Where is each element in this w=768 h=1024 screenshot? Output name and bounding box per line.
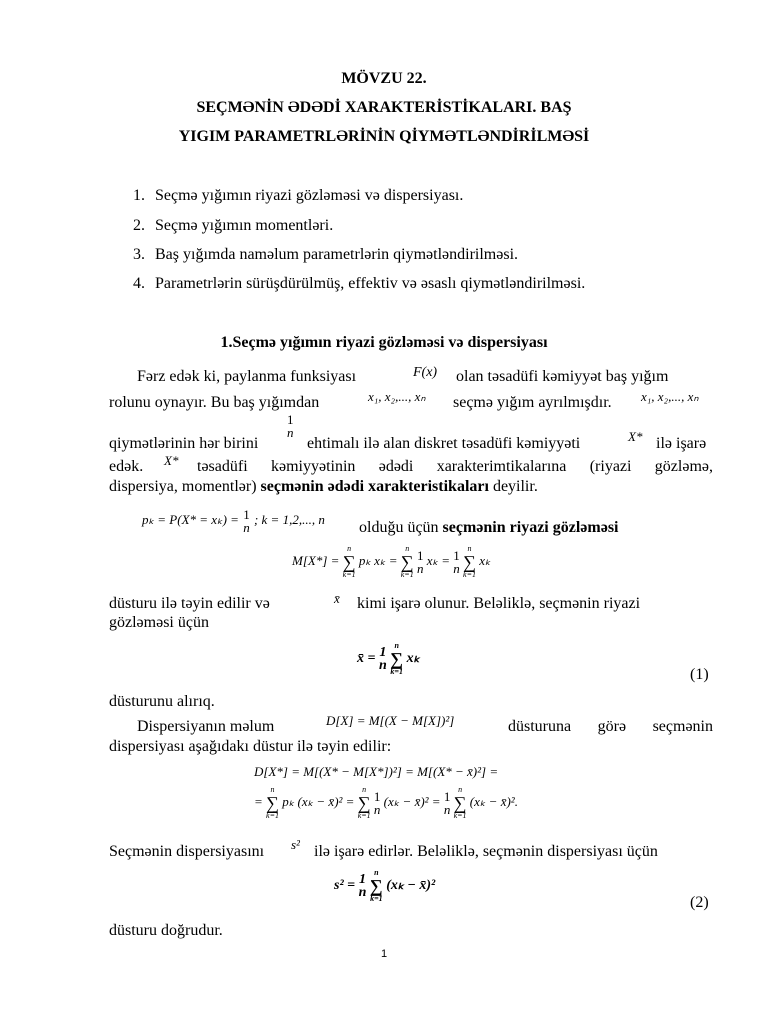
fraction [417,549,424,575]
fraction-denominator: n [416,561,424,576]
fraction-numerator: 1 [287,412,294,427]
sum-upper: n [405,544,410,553]
dx-term3: (xₖ − x̄)². [469,793,518,809]
fraction-numerator: 1 [416,548,424,563]
x-bar-symbol: x̄ [334,591,340,606]
sum-sign: n ∑ k=1 [453,785,467,820]
eq1-lhs: x̄ = [357,651,376,667]
sum-lower: k=1 [453,811,467,820]
fraction [379,646,387,672]
para2-text-b: kimi işarə olunur. Beləliklə, seçmənin riyazi [357,595,641,612]
outline-item-1 [133,187,463,205]
fraction-denominator: n [443,802,451,817]
outline-number: 1. [133,187,145,204]
sample-values-1: x₁, x₂,..., xₙ [368,389,426,404]
fraction [444,790,451,816]
section-heading: 1.Seçmə yığımın riyazi gözləməsi və dispersiyası [220,334,548,351]
para1-text-e: qiymətlərinin hər birini [109,435,259,452]
dx-eq-sign: = [254,793,263,809]
para1-text-k: deyilir. [492,478,538,495]
sum-upper: n [458,785,463,794]
para1-text-f: ehtimalı ilə alan diskret təsadüfi kəmiyyəti [307,435,581,452]
olduqu-plain: olduğu üçün [359,519,439,536]
para2-text-a: düsturu ilə təyin edilir və [109,595,270,612]
outline-number: 2. [133,217,145,234]
expectation-formula [292,544,491,580]
para1-text-i-inner: təsadüfi kəmiyyətinin ədədi xarakterimtikalarına (riyazi gözləmə, [197,458,713,475]
outline-item-3 [133,246,518,264]
sum-upper: n [270,785,275,794]
sum-sign: n ∑ k=1 [266,785,279,820]
sum-upper: n [394,641,399,650]
outline-item-2 [133,217,333,235]
equation-1 [357,641,420,677]
outline-text: Baş yığımda naməlum parametrlərin qiymətləndirilməsi. [155,246,519,263]
sum-upper: n [467,544,472,553]
para4-text-a: Dispersiyanın məlum [137,718,275,735]
fraction [453,549,460,575]
sum-lower: k=1 [463,570,476,579]
fraction-one-over-n [287,413,294,439]
fraction-numerator: 1 [443,789,451,804]
x-star-symbol: X* [628,429,643,444]
fraction-denominator: n [378,658,387,673]
fraction-denominator: n [358,885,367,900]
para1-text-j [109,477,538,497]
mx-lhs: M[X*] = [292,552,340,568]
fraction-numerator: 1 [453,548,460,563]
para1-text-a: Fərz edək ki, paylanma funksiyası [137,368,357,385]
sum-lower: k=1 [400,570,414,579]
equation-number-2: (2) [690,894,709,911]
fraction-numerator: 1 [373,789,381,804]
outline-number: 3. [133,246,145,263]
fraction [359,873,367,899]
sum-lower: k=1 [390,667,403,676]
fraction-numerator: 1 [379,645,387,660]
sum-upper: n [347,544,352,553]
fraction-denominator: n [243,520,250,535]
para3-text: düsturunu alırıq. [109,693,215,710]
para4-text-b [508,717,713,737]
equation-2 [334,868,435,904]
s-squared-symbol: s² [291,837,300,852]
para5-text-a: Seçmənin dispersiyasını [109,843,265,860]
dispersion-line-2 [254,785,518,821]
sum-lower: k=1 [357,811,371,820]
title-line-2: YIGIM PARAMETRLƏRİNİN QİYMƏTLƏNDİRİLMƏSİ [178,128,590,145]
x-star-symbol-2: X* [164,453,179,468]
sum-sign: n ∑ k=1 [357,785,371,820]
sum-upper: n [374,868,379,877]
mx-term1: pₖ xₖ = [358,552,398,568]
para2-text-c: gözləməsi üçün [109,614,209,631]
para5-text-b: ilə işarə edirlər. Beləliklə, seçmənin dispersiyası üçün [314,843,658,860]
sum-sign: n ∑ k=1 [342,544,356,579]
fraction-denominator: n [373,802,381,817]
eq1-rhs: xₖ [406,651,420,667]
sum-lower: k=1 [370,894,383,903]
sum-lower: k=1 [342,570,356,579]
eq2-lhs: s² = [334,878,356,894]
sample-values-2: x₁, x₂,..., xₙ [641,389,699,404]
para1-text-h: edək. [109,458,144,475]
fraction [374,790,381,816]
para4-text-c: dispersiyası aşağıdakı düstur ilə təyin edilir: [109,738,392,755]
topic-number: MÖVZU 22. [341,70,427,87]
fx-formula: F(x) [413,365,438,380]
outline-text: Seçmə yığımın momentləri. [155,217,334,234]
outline-number: 4. [133,275,145,292]
title-line-1: SEÇMƏNİN ƏDƏDİ XARAKTERİSTİKALARI. BAŞ [196,99,572,116]
sum-sign: n ∑ k=1 [390,641,404,676]
mx-term3: xₖ [479,552,491,568]
pk-formula-tail: ; k = 1,2,..., n [253,511,325,527]
eq2-rhs: (xₖ − x̄)² [386,878,436,894]
pk-formula-lhs: pₖ = P(X* = xₖ) = [142,511,239,527]
para1-text-b: olan təsadüfi kəmiyyət baş yığım [456,368,669,385]
para1-text-g: ilə işarə [656,435,707,452]
equation-number-1: (1) [690,666,709,683]
dx-term1: pₖ (xₖ − x̄)² = [282,793,355,809]
sum-upper: n [362,785,367,794]
olduqu-bold: seçmənin riyazi gözləməsi [442,519,619,536]
fraction-numerator: 1 [359,872,367,887]
dispersion-line-1: D[X*] = M[(X* − M[X*])²] = M[(X* − x̄)²] = [254,764,499,779]
outline-text: Seçmə yığımın riyazi gözləməsi və dispersiyası. [155,187,464,204]
para1-text-j-bold: seçmənin ədədi xarakteristikaları [260,478,489,495]
sum-sign: n ∑ k=1 [369,868,383,903]
page-number: 1 [380,948,388,960]
outline-text: Parametrlərin sürüşdürülmüş, effektiv və əsaslı qiymətləndirilməsi. [155,275,586,292]
outline-item-4 [133,275,585,293]
dispersion-formula: D[X] = M[(X − M[X])²] [326,713,455,728]
para1-text-i [197,457,713,477]
para1-text-d: seçmə yığım ayrılmışdır. [453,394,612,411]
para1-text-c: rolunu oynayır. Bu baş yığımdan [109,394,320,411]
olduqu-text [359,518,619,538]
sum-sign: n ∑ k=1 [463,544,476,579]
sum-lower: k=1 [266,811,279,820]
pk-fraction [243,508,250,534]
sum-sign: n ∑ k=1 [400,544,414,579]
para4-text-b-inner: düsturuna görə seçmənin [508,718,713,735]
fraction-numerator: 1 [243,507,250,522]
fraction-denominator: n [453,561,460,576]
fraction-denominator: n [287,425,294,440]
mx-term2: xₖ = [426,552,451,568]
dx-term2: (xₖ − x̄)² = [383,793,441,809]
para6-text: düsturu doğrudur. [109,922,223,939]
para1-text-j-plain: dispersiya, momentlər) [109,478,257,495]
pk-formula [142,508,325,534]
